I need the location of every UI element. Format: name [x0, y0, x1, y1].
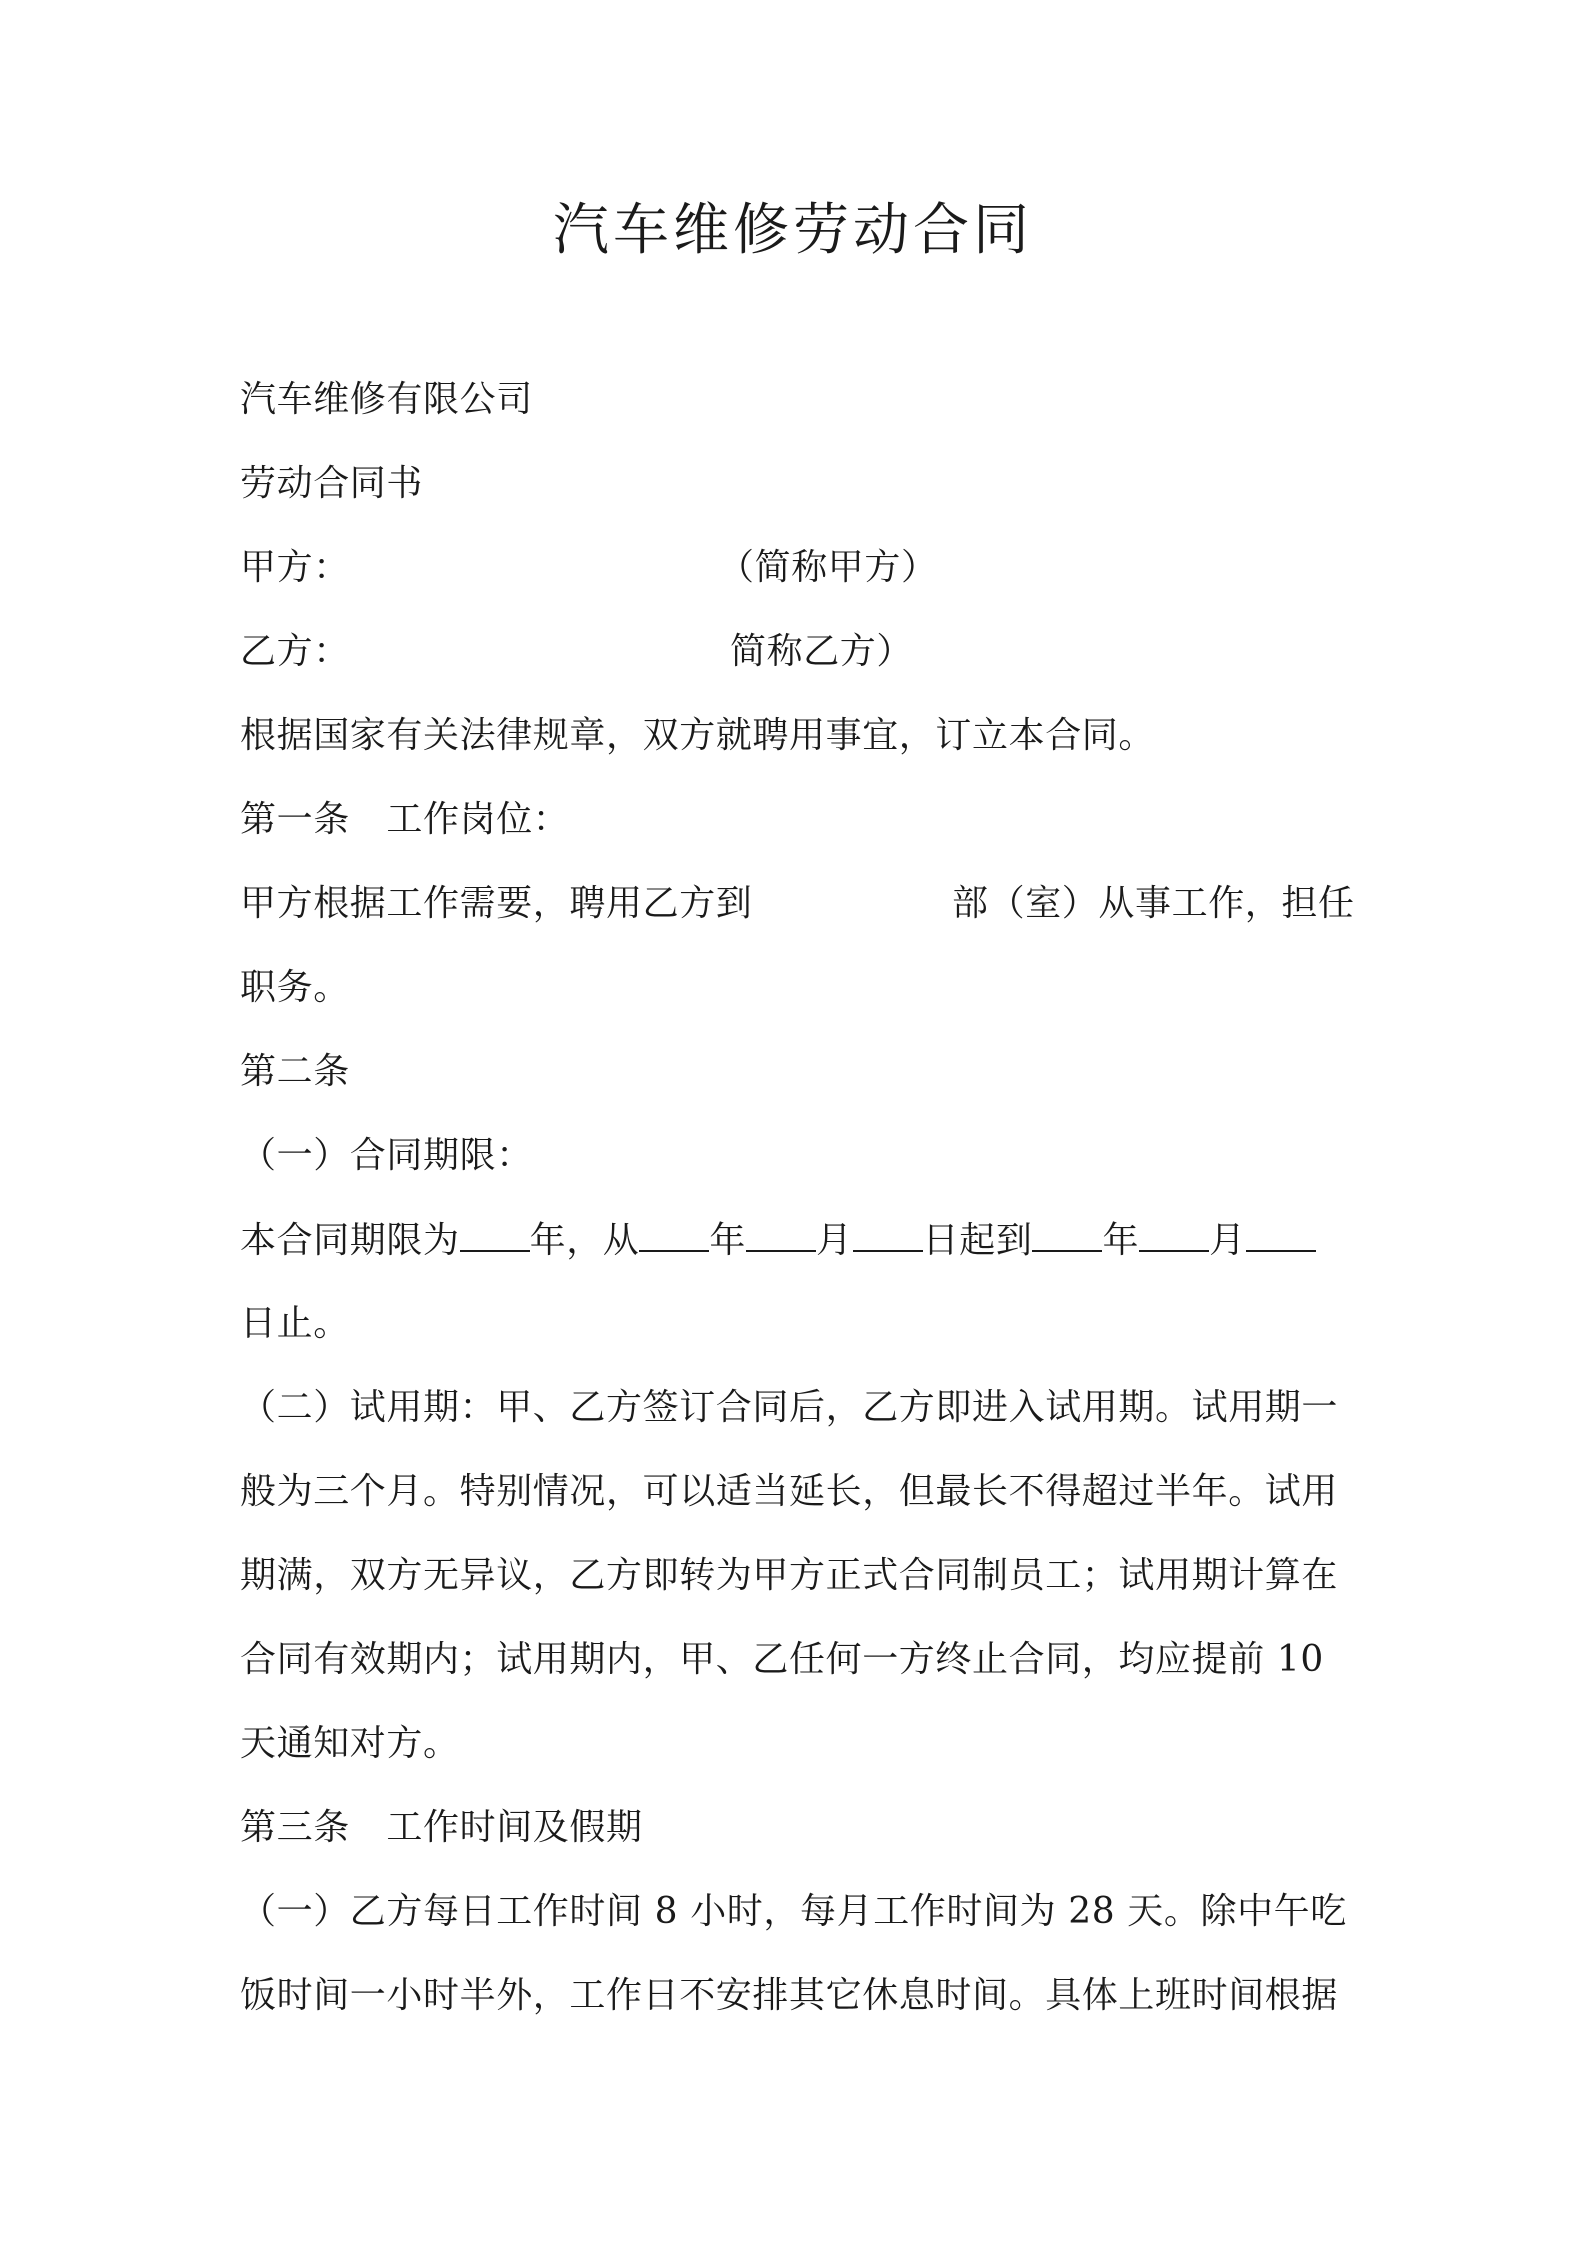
working-hours-line: （一）乙方每日工作时间 8 小时，每月工作时间为 28 天。除中午吃	[240, 1891, 1347, 1932]
contract-term-line	[240, 1216, 1360, 1265]
party-b-label: 乙方：	[240, 631, 350, 672]
document-title: 汽车维修劳动合同	[553, 198, 1033, 263]
article-2-heading: 第二条	[240, 1051, 350, 1092]
term-text-5: 日起到	[922, 1220, 1033, 1261]
probation-line: 期满，双方无异议，乙方即转为甲方正式合同制员工；试用期计算在	[240, 1555, 1339, 1596]
term-text-7: 月	[1209, 1220, 1246, 1261]
party-b-abbrev: 简称乙方）	[730, 631, 914, 672]
article-1-text-cont: 职务。	[240, 967, 350, 1008]
end-day-blank[interactable]	[1246, 1216, 1316, 1252]
term-years-blank[interactable]	[460, 1216, 530, 1252]
preamble: 根据国家有关法律规章，双方就聘用事宜，订立本合同。	[240, 715, 1156, 756]
working-hours-line: 饭时间一小时半外，工作日不安排其它休息时间。具体上班时间根据	[240, 1975, 1339, 2016]
start-day-blank[interactable]	[853, 1216, 923, 1252]
probation-line: 般为三个月。特别情况，可以适当延长，但最长不得超过半年。试用	[240, 1471, 1339, 1512]
term-text-1: 本合同期限为	[240, 1220, 460, 1261]
end-year-blank[interactable]	[1032, 1216, 1102, 1252]
article-3-heading: 第三条 工作时间及假期	[240, 1807, 643, 1848]
document-name: 劳动合同书	[240, 463, 424, 504]
term-text-2: 年，从	[529, 1220, 640, 1261]
party-a-abbrev: （简称甲方）	[718, 547, 938, 588]
probation-line: （二）试用期：甲、乙方签订合同后，乙方即进入试用期。试用期一	[240, 1387, 1339, 1428]
start-year-blank[interactable]	[639, 1216, 709, 1252]
article-1-text-end: 部（室）从事工作，担任	[952, 883, 1355, 924]
term-text-3: 年	[709, 1220, 747, 1261]
article-1-heading: 第一条 工作岗位：	[240, 799, 570, 840]
article-1-text-start: 甲方根据工作需要，聘用乙方到	[240, 883, 753, 924]
contract-term-end: 日止。	[240, 1303, 350, 1344]
company-name: 汽车维修有限公司	[240, 379, 533, 420]
probation-line: 天通知对方。	[240, 1723, 460, 1764]
party-a-label: 甲方：	[240, 547, 350, 588]
article-2-sub1-heading: （一）合同期限：	[240, 1135, 533, 1176]
term-text-4: 月	[816, 1220, 853, 1261]
term-text-6: 年	[1102, 1220, 1140, 1261]
start-month-blank[interactable]	[746, 1216, 816, 1252]
probation-line: 合同有效期内；试用期内，甲、乙任何一方终止合同，均应提前 10	[240, 1639, 1324, 1680]
end-month-blank[interactable]	[1139, 1216, 1209, 1252]
